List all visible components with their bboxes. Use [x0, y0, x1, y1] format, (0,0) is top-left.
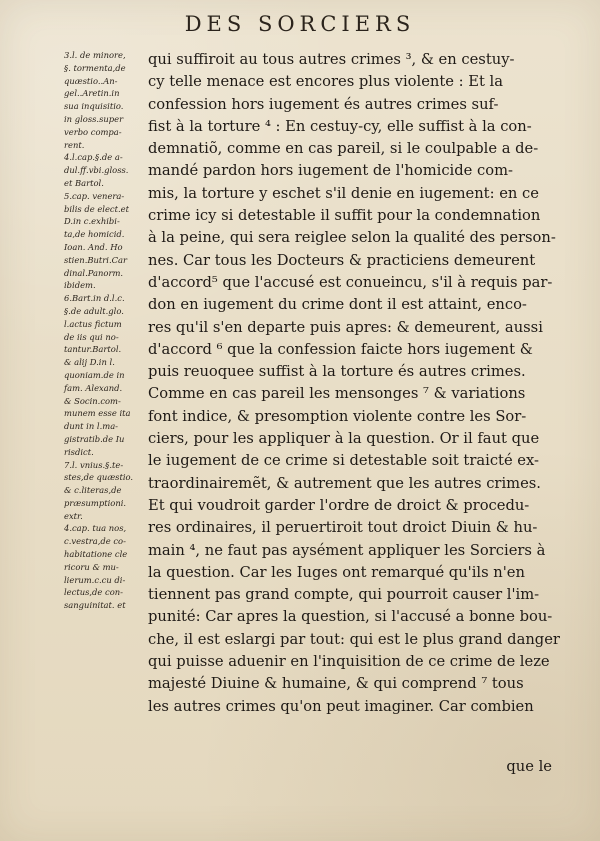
margin-note-line: lectus,de con- — [64, 587, 123, 598]
margin-note-line: 7.l. vnius.§.te- — [64, 459, 124, 470]
margin-note-line: §.de adult.glo. — [64, 305, 124, 316]
text-line: mandé pardon hors iugement de l'homicide com- — [148, 162, 513, 180]
margin-note-line: tantur.Bartol. — [64, 344, 122, 355]
margin-note-line: rent. — [64, 139, 85, 150]
margin-note-line: habitatione cle — [64, 549, 128, 560]
text-line: les autres crimes qu'on peut imaginer. Car combien — [148, 697, 534, 715]
text-line: nes. Car tous les Docteurs & practiciens demeurent — [148, 251, 536, 269]
text-line: le iugement de ce crime si detestable soit traicté ex- — [148, 452, 539, 470]
margin-note-line: dinal.Panorm. — [64, 267, 124, 278]
margin-note-line: 4.cap. tua nos, — [64, 523, 127, 534]
text-line: crime icy si detestable il suffit pour la condemnation — [148, 207, 541, 225]
text-line: Comme en cas pareil les mensonges ⁷ & variations — [148, 385, 526, 403]
margin-note-line: stes,de quæstio. — [64, 472, 134, 483]
margin-note-line: fam. Alexand. — [64, 382, 123, 393]
margin-note-line: 5.cap. venera- — [64, 190, 125, 201]
text-line: mis, la torture y eschet s'il denie en iugement: en ce — [148, 184, 539, 202]
margin-note-line: & Socin.com- — [64, 395, 121, 406]
text-line: font indice, & presomption violente contre les Sor- — [148, 407, 527, 425]
margin-note-line: in gloss.super — [64, 113, 124, 124]
running-title: DES SORCIERS — [184, 12, 416, 36]
margin-note-line: 4.l.cap.§.de a- — [64, 152, 123, 163]
text-line: la question. Car les Iuges ont remarqué qu'ils n'en — [148, 563, 525, 581]
text-line: che, il est eslargi par tout: qui est le plus grand danger — [148, 630, 560, 648]
margin-note-line: quæstio..An- — [64, 75, 118, 86]
margin-note-line: verbo compa- — [64, 126, 122, 137]
text-line: res ordinaires, il peruertiroit tout droict Diuin & hu- — [148, 519, 538, 537]
margin-note-line: l.actus fictum — [64, 318, 122, 329]
margin-note-line: quoniam.de in — [64, 369, 125, 380]
margin-note-line: 3.l. de minore, — [64, 50, 126, 60]
margin-note-line: & alij D.in l. — [64, 357, 115, 368]
text-line: ciers, pour les appliquer à la question. Or il faut que — [148, 430, 540, 448]
text-line: don en iugement du crime dont il est attaint, enco- — [148, 296, 527, 314]
margin-note-line: sua inquisitio. — [64, 101, 124, 112]
margin-note-line: bilis de elect.et — [64, 203, 129, 214]
margin-note-line: risdict. — [64, 446, 94, 457]
catchword: que le — [506, 758, 552, 775]
text-line: majesté Diuine & humaine, & qui comprend ⁷ tous — [148, 675, 524, 693]
margin-note-line: stien.Butri.Car — [64, 254, 128, 265]
text-line: puis reuoquee suffist à la torture és autres crimes. — [148, 363, 526, 381]
text-line: Et qui voudroit garder l'ordre de droict & procedu- — [148, 496, 530, 514]
text-line: traordinairemẽt, & autrement que les autres crimes. — [148, 474, 541, 492]
margin-note-line: præsumptioni. — [64, 497, 127, 508]
text-line: punité: Car apres la question, si l'accusé a bonne bou- — [148, 608, 553, 626]
margin-note-line: ricoru & mu- — [64, 561, 119, 572]
text-line: res qu'il s'en departe puis apres: & demeurent, aussi — [148, 318, 543, 336]
text-line: tiennent pas grand compte, qui pourroit causer l'im- — [148, 586, 540, 604]
margin-note-line: ta,de homicid. — [64, 229, 125, 240]
margin-note-line: extr. — [64, 510, 83, 521]
text-line: main ⁴, ne faut pas aysément appliquer les Sorciers à — [148, 541, 546, 559]
margin-note-line: ibidem. — [64, 280, 96, 291]
text-line: fist à la torture ⁴ : En cestuy-cy, elle suffist à la con- — [148, 117, 532, 135]
margin-note-line: gel..Aretin.in — [64, 88, 120, 99]
margin-note-line: munem esse ita — [64, 408, 131, 419]
margin-note-line: sanguinitat. et — [64, 600, 126, 611]
text-line: d'accord⁵ que l'accusé est conueincu, s'il à requis par- — [148, 273, 553, 291]
text-line: demnatiõ, comme en cas pareil, si le coulpable a de- — [148, 140, 539, 158]
margin-note-line: et Bartol. — [64, 177, 104, 188]
text-line: confession hors iugement és autres crimes suf- — [148, 95, 499, 113]
text-line: cy telle menace est encores plus violente : Et la — [148, 73, 503, 91]
margin-note-line: dunt in l.ma- — [64, 421, 119, 432]
margin-note-line: gistratib.de Iu — [64, 433, 125, 444]
margin-note-line: de iis qui no- — [64, 331, 119, 342]
margin-note-line: §. tormenta,de — [64, 62, 126, 73]
margin-note-line: dul.ff.vbi.gloss. — [64, 165, 129, 176]
main-text-block — [148, 49, 564, 718]
margin-note-line: c.vestra,de co- — [64, 536, 126, 547]
margin-note-line: 6.Bart.in d.l.c. — [64, 293, 125, 304]
text-line: qui suffiroit au tous autres crimes ³, & en cestuy- — [148, 51, 515, 68]
text-line: qui puisse aduenir en l'inquisition de ce crime de leze — [148, 653, 550, 671]
text-line: à la peine, qui sera reiglee selon la qualité des person- — [148, 229, 556, 247]
margin-note-line: D.in c.exhibi- — [64, 216, 120, 227]
margin-notes — [64, 49, 142, 612]
margin-note-line: & c.literas,de — [64, 485, 122, 496]
text-line: d'accord ⁶ que la confession faicte hors iugement & — [148, 340, 533, 358]
margin-note-line: lierum.c.cu di- — [64, 574, 126, 585]
margin-note-line: Ioan. And. Ho — [64, 241, 123, 252]
